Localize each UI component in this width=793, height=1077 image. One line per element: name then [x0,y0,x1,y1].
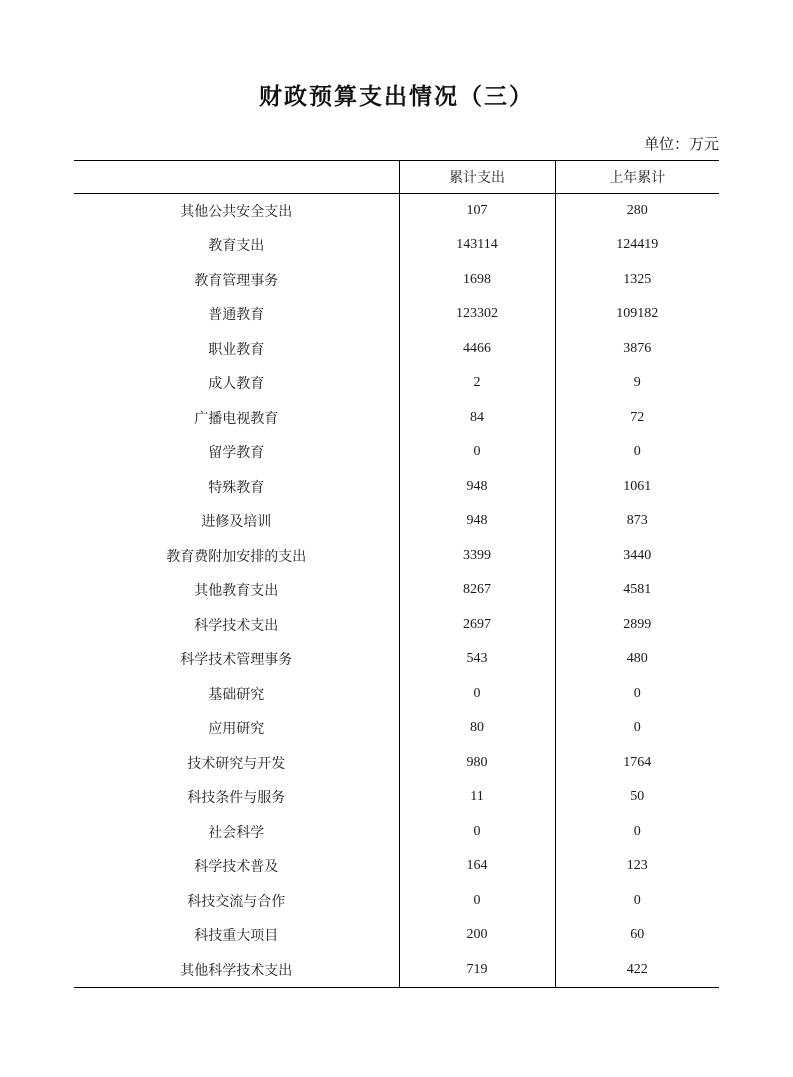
table-header-row [74,161,719,194]
value-cell: 164 [399,849,555,884]
value-cell: 4466 [399,332,555,367]
budget-expenditure-table [74,160,719,988]
unit-label: 单位：万元 [643,137,719,153]
value-cell: 280 [555,194,719,229]
table-row [74,780,719,815]
value-cell: 3440 [555,539,719,574]
row-label: 其他教育支出 [194,584,279,600]
row-label: 留学教育 [208,446,265,462]
column-header-empty [74,161,399,194]
table-row [74,642,719,677]
value-cell: 0 [399,677,555,712]
row-label: 教育管理事务 [194,273,279,289]
value-cell: 60 [555,918,719,953]
value-cell: 1061 [555,470,719,505]
value-cell: 80 [399,711,555,746]
value-cell: 0 [555,677,719,712]
row-label: 科学技术管理事务 [180,653,293,669]
row-label: 特殊教育 [208,480,265,496]
table-row [74,297,719,332]
table-row [74,332,719,367]
table-body [74,194,719,988]
row-label: 成人教育 [208,377,265,393]
row-label: 其他公共安全支出 [180,205,293,220]
page-title: 财政预算支出情况（三） [259,84,534,109]
value-cell: 2899 [555,608,719,643]
value-cell: 2697 [399,608,555,643]
value-cell: 3399 [399,539,555,574]
value-cell: 107 [399,194,555,229]
value-cell: 948 [399,470,555,505]
value-cell: 9 [555,366,719,401]
table-row [74,504,719,539]
value-cell: 123 [555,849,719,884]
row-label: 技术研究与开发 [187,756,286,772]
table-row [74,849,719,884]
row-label: 教育支出 [208,239,265,255]
table-row [74,884,719,919]
column-header-prev-year: 上年累计 [555,161,719,194]
row-label: 广播电视教育 [194,411,279,427]
table-row [74,263,719,298]
value-cell: 2 [399,366,555,401]
row-label: 应用研究 [208,722,265,738]
value-cell: 4581 [555,573,719,608]
value-cell: 1764 [555,746,719,781]
table-row [74,435,719,470]
value-cell: 543 [399,642,555,677]
row-label: 科学技术普及 [194,860,279,876]
row-label: 职业教育 [208,342,265,358]
value-cell: 0 [399,435,555,470]
table-row [74,608,719,643]
table-row [74,573,719,608]
table-row [74,470,719,505]
table-row [74,953,719,988]
value-cell: 200 [399,918,555,953]
value-cell: 0 [399,884,555,919]
value-cell: 1698 [399,263,555,298]
value-cell: 0 [555,884,719,919]
row-label: 基础研究 [208,687,265,703]
value-cell: 873 [555,504,719,539]
value-cell: 0 [399,815,555,850]
table-row [74,918,719,953]
row-label: 科学技术支出 [194,618,279,634]
value-cell: 948 [399,504,555,539]
row-label: 社会科学 [208,825,265,841]
value-cell: 719 [399,953,555,988]
value-cell: 124419 [555,228,719,263]
row-label: 其他科学技术支出 [180,963,293,979]
table-row [74,815,719,850]
value-cell: 0 [555,815,719,850]
table-row [74,539,719,574]
row-label: 科技重大项目 [194,929,279,945]
row-label: 科技交流与合作 [187,894,286,910]
row-label: 科技条件与服务 [187,791,286,807]
value-cell: 84 [399,401,555,436]
value-cell: 422 [555,953,719,988]
value-cell: 8267 [399,573,555,608]
value-cell: 480 [555,642,719,677]
table-row [74,677,719,712]
table-row [74,228,719,263]
table-row [74,194,719,229]
value-cell: 0 [555,711,719,746]
column-header-cumulative: 累计支出 [399,161,555,194]
value-cell: 3876 [555,332,719,367]
value-cell: 72 [555,401,719,436]
row-label: 普通教育 [208,308,265,324]
table-row [74,746,719,781]
table-row [74,711,719,746]
value-cell: 109182 [555,297,719,332]
value-cell: 1325 [555,263,719,298]
row-label: 进修及培训 [201,515,272,531]
value-cell: 50 [555,780,719,815]
value-cell: 980 [399,746,555,781]
value-cell: 0 [555,435,719,470]
table-row [74,366,719,401]
value-cell: 123302 [399,297,555,332]
value-cell: 11 [399,780,555,815]
table-row [74,401,719,436]
value-cell: 143114 [399,228,555,263]
row-label: 教育费附加安排的支出 [166,549,307,565]
